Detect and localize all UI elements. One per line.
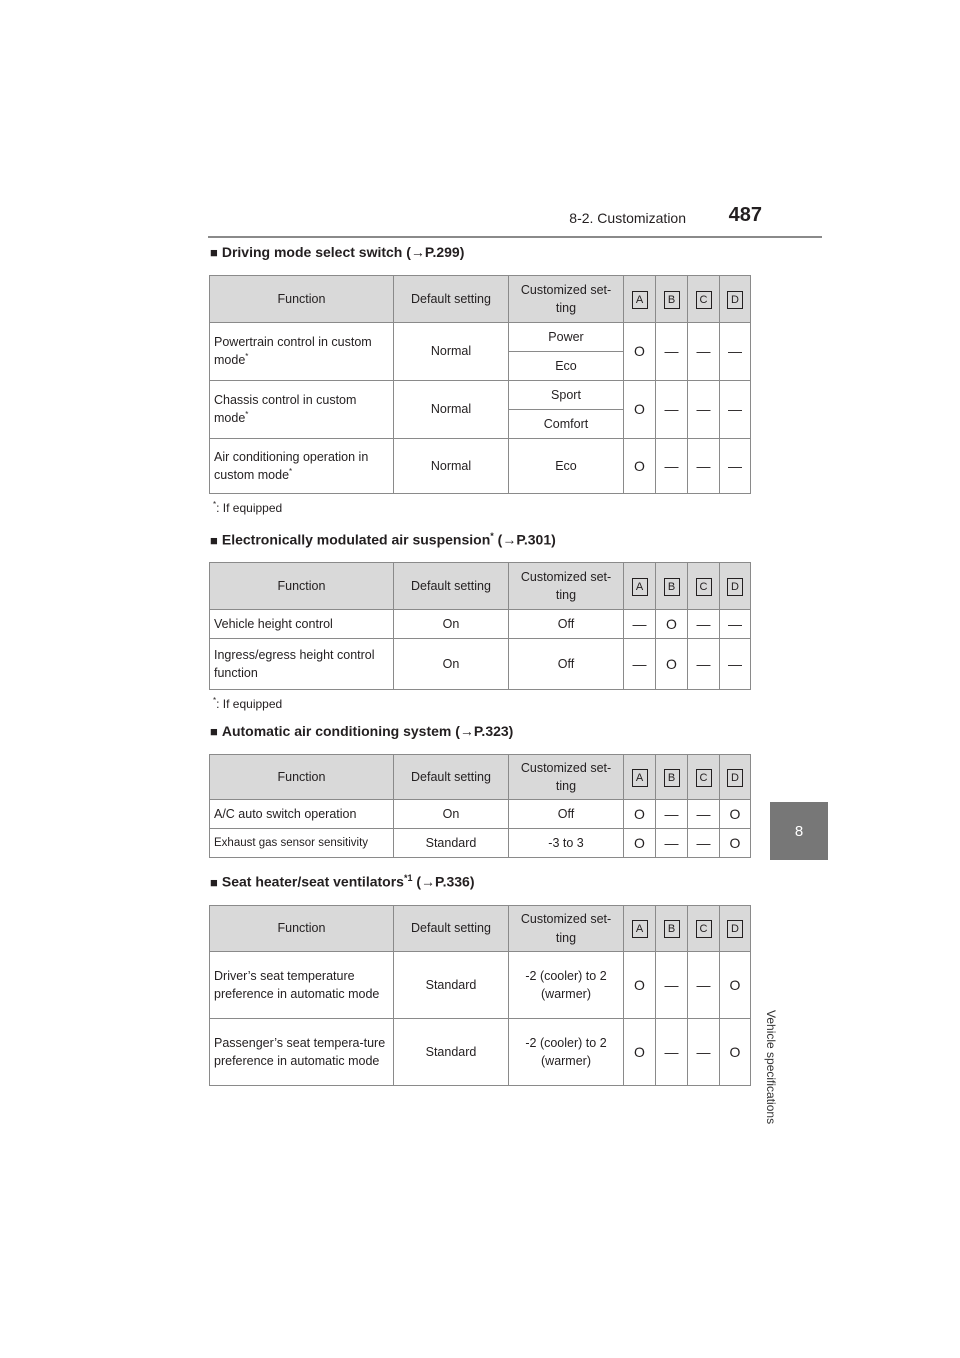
page-number: 487 <box>728 204 762 226</box>
heading-auto-air-conditioning: ■ Automatic air conditioning system (→P.323) <box>210 723 514 739</box>
arrow-icon: → <box>410 244 425 260</box>
heading-seat-heater: ■ Seat heater/seat ventilators$^{*1}$ (→P.336) <box>210 873 475 890</box>
page-ref[interactable]: P.301) <box>516 531 556 548</box>
table-row: Air conditioning operation in custom mode* Normal Eco O — — — <box>210 439 751 494</box>
page-ref[interactable]: P.299) <box>424 244 465 260</box>
chapter-tab: 8 <box>770 802 828 860</box>
footnote: *: If equipped <box>213 500 283 515</box>
bullet-icon: ■ <box>210 245 218 260</box>
table-row: Driver’s seat temperature preference in automatic mode Standard -2 (cooler) to 2 (warmer) O — — O <box>210 952 751 1019</box>
heading-air-suspension: ■ Electronically modulated air suspension* (→P.301) <box>210 531 556 548</box>
air-suspension-table <box>209 562 751 690</box>
auto-air-conditioning-table <box>209 754 751 858</box>
bullet-icon: ■ <box>210 874 218 890</box>
table-row: Passenger’s seat tempera-ture preference in automatic mode Standard -2 (cooler) to 2 (warmer) O — — O <box>210 1019 751 1086</box>
col-d: D <box>727 291 743 309</box>
footnote: *: If equipped <box>213 696 283 711</box>
table-row: Chassis control in custom mode* Normal Sport O — — — <box>210 381 751 410</box>
col-a: A <box>632 291 648 309</box>
col-default: Default setting <box>394 276 509 323</box>
table-header <box>210 276 751 323</box>
table-row: Vehicle height control On Off — O — — <box>210 610 751 639</box>
bullet-icon: ■ <box>210 532 218 548</box>
arrow-icon: → <box>502 531 517 548</box>
page-header <box>208 200 822 238</box>
col-custom: Customized set-ting <box>509 276 624 323</box>
table-row: Powertrain control in custom mode* Normal Power O — — — <box>210 323 751 352</box>
heading-driving-mode: ■ Driving mode select switch (→P.299) <box>210 244 465 260</box>
col-b: B <box>664 291 680 309</box>
section-title: 8-2. Customization <box>569 210 686 226</box>
arrow-icon: → <box>421 873 436 890</box>
table-header: Function Default setting Customized set-ting A B C D <box>210 755 751 800</box>
seat-heater-table <box>209 905 751 1086</box>
col-function: Function <box>210 276 394 323</box>
table-row: A/C auto switch operation On Off O — — O <box>210 800 751 829</box>
chapter-label: Vehicle specifications <box>764 1010 778 1125</box>
table-header: Function Default setting Customized set-ting A B C D <box>210 563 751 610</box>
driving-mode-table: Function Default setting Customized set-ting A B C D Powertrain control in custom mode* Normal Power O — — — Eco Chassis control in custom mode* Normal Sport O — — — Comfort Air conditioning operation in custom mode* Normal Eco O — — — <box>209 275 751 494</box>
table-row: Ingress/egress height control function On Off — O — — <box>210 639 751 690</box>
bullet-icon: ■ <box>210 724 218 739</box>
arrow-icon: → <box>459 723 474 739</box>
col-c: C <box>696 291 712 309</box>
page-ref[interactable]: P.323) <box>473 723 514 739</box>
table-row: Exhaust gas sensor sensitivity Standard -3 to 3 O — — O <box>210 829 751 858</box>
table-header: Function Default setting Customized set-ting A B C D <box>210 906 751 952</box>
page-ref[interactable]: P.336) <box>435 873 475 890</box>
